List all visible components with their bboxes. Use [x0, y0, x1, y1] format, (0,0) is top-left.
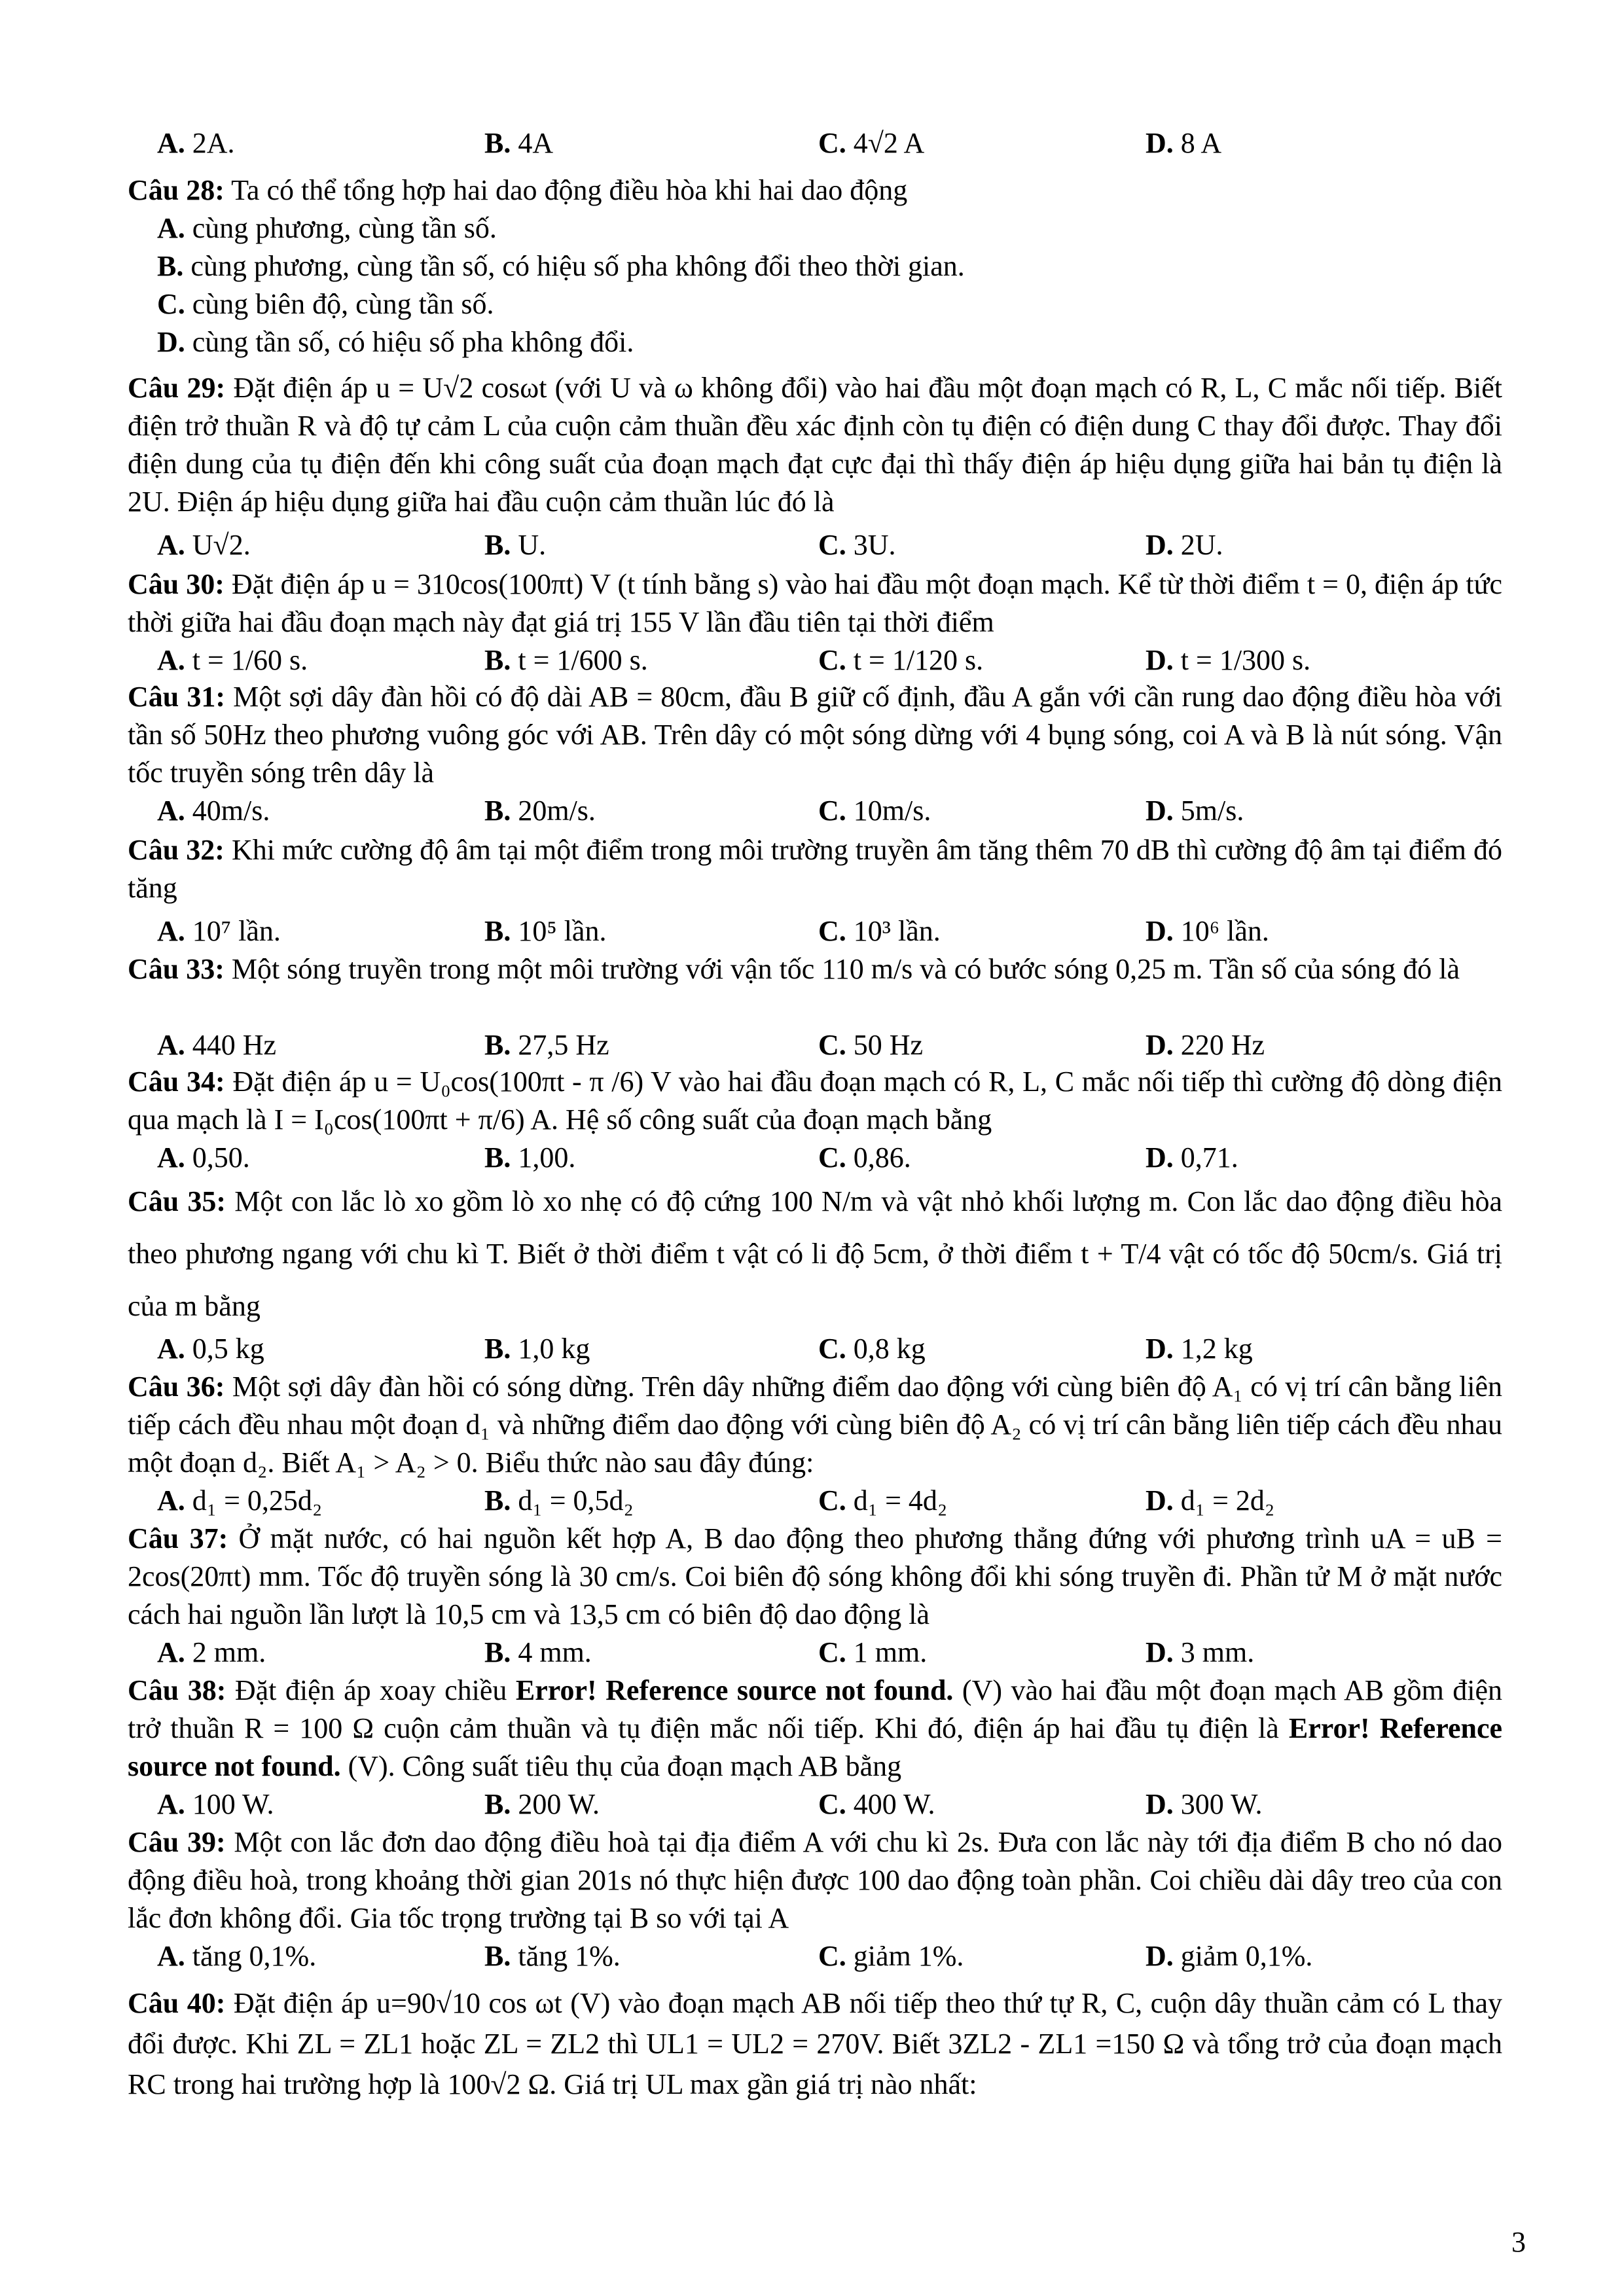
q39-options [157, 1937, 1466, 1975]
question-38: Câu 38: Đặt điện áp xoay chiều Error! Reference source not found. (V) vào hai đầu một đoạn mạch AB gồm điện trở thuần R = 100 Ω cuộn cảm thuần và tụ điện mắc nối tiếp. Khi đó, điện áp hai đầu tụ điện là Error! Reference source not found. (V). Công suất tiêu thụ của đoạn mạch AB bằng [128, 1674, 1503, 1782]
option-c: C. 0,8 kg [818, 1333, 926, 1365]
question-32: Câu 32: Khi mức cường độ âm tại một điểm trong môi trường truyền âm tăng thêm 70 dB thì cường độ âm tại điểm đó tăng [128, 834, 1502, 904]
option-d: D. 220 Hz [1146, 1029, 1265, 1061]
q34-options [157, 1139, 1466, 1177]
option-b: B. t = 1/600 s. [484, 644, 648, 676]
option-b: B. 4A [484, 127, 554, 159]
option-b: B. d₁ = 0,5d₂ [484, 1484, 634, 1516]
q37-options [157, 1634, 1466, 1672]
option-d: D. 300 W. [1146, 1788, 1263, 1820]
option-b: B. 10⁵ lần. [484, 915, 607, 947]
option-d: D. 8 A [1146, 127, 1222, 159]
option-b: B. 200 W. [484, 1788, 600, 1820]
option-a: A. 0,5 kg [157, 1333, 264, 1365]
question-29: Câu 29: Đặt điện áp u = U√2 cosωt (với U và ω không đổi) vào hai đầu một đoạn mạch có R, L, C mắc nối tiếp. Biết điện trở thuần R và độ tự cảm L của cuộn cảm thuần đều xác định còn tụ điện có điện dung C thay đổi được. Thay đổi điện dung của tụ điện đến khi công suất của đoạn mạch đạt cực đại thì thấy điện áp hiệu dụng giữa hai bản tụ điện là 2U. Điện áp hiệu dụng giữa hai đầu cuộn cảm thuần lúc đó là [128, 372, 1502, 518]
question-40: Câu 40: Đặt điện áp u=90√10 cos ωt (V) vào đoạn mạch AB nối tiếp theo thứ tự R, C, cuộn dây thuần cảm có L thay đổi được. Khi ZL = ZL1 hoặc ZL = ZL2 thì UL1 = UL2 = 270V. Biết 3ZL2 - ZL1 =150 Ω và tổng trở của đoạn mạch RC trong hai trường hợp là 100√2 Ω. Giá trị UL max gần giá trị nào nhất: [128, 1987, 1502, 2100]
question-39: Câu 39: Một con lắc đơn dao động điều hoà tại địa điểm A với chu kì 2s. Đưa con lắc này tới địa điểm B cho nó dao động điều hoà, trong khoảng thời gian 201s nó thực hiện được 100 dao động toàn phần. Coi chiều dài dây treo của con lắc đơn không đổi. Gia tốc trọng trường tại B so với tại A [128, 1826, 1503, 1934]
q28-option-b: B. cùng phương, cùng tần số, có hiệu số pha không đổi theo thời gian. [157, 250, 965, 282]
option-a: A. d₁ = 0,25d₂ [157, 1484, 323, 1516]
option-c: C. 10³ lần. [818, 915, 941, 947]
error-reference-2: Error! Reference source not found. [128, 1712, 1502, 1782]
option-d: D. 5m/s. [1146, 795, 1244, 827]
q29-options [157, 526, 1466, 564]
option-b: B. 1,00. [484, 1141, 576, 1174]
q32-options [157, 912, 1466, 950]
option-b: B. U. [484, 529, 547, 561]
option-a: A. U√2. [157, 529, 251, 561]
option-d: D. giảm 0,1%. [1146, 1940, 1313, 1972]
option-a: A. 2A. [157, 127, 235, 159]
option-b: B. tăng 1%. [484, 1940, 621, 1972]
question-35: Câu 35: Một con lắc lò xo gồm lò xo nhẹ có độ cứng 100 N/m và vật nhỏ khối lượng m. Con lắc dao động điều hòa theo phương ngang với chu kì T. Biết ở thời điểm t vật có li độ 5cm, ở thời điểm t + T/4 vật có tốc độ 50cm/s. Giá trị của m bằng [128, 1185, 1503, 1322]
option-a: A. t = 1/60 s. [157, 644, 308, 676]
option-c: C. 10m/s. [818, 795, 931, 827]
option-b: B. 20m/s. [484, 795, 596, 827]
option-a: A. 10⁷ lần. [157, 915, 281, 947]
option-d: D. 0,71. [1146, 1141, 1238, 1174]
q36-options [157, 1482, 1466, 1520]
option-d: D. 1,2 kg [1146, 1333, 1253, 1365]
option-d: D. 10⁶ lần. [1146, 915, 1269, 947]
option-c: C. 0,86. [818, 1141, 911, 1174]
option-b: B. 4 mm. [484, 1636, 592, 1668]
option-a: A. 2 mm. [157, 1636, 266, 1668]
option-c: C. 3U. [818, 529, 896, 561]
option-c: C. 4√2 A [818, 127, 925, 159]
question-36: Câu 36: Một sợi dây đàn hồi có sóng dừng. Trên dây những điểm dao động với cùng biên độ A₁ có vị trí cân bằng liên tiếp cách đều nhau một đoạn d₁ và những điểm dao động với cùng biên độ A₂ có vị trí cân bằng liên tiếp cách đều nhau một đoạn d₂. Biết A₁ > A₂ > 0. Biểu thức nào sau đây đúng: [128, 1371, 1503, 1479]
option-d: D. t = 1/300 s. [1146, 644, 1311, 676]
q28-option-a: A. cùng phương, cùng tần số. [157, 212, 497, 244]
q33-options [157, 1026, 1466, 1064]
option-c: C. 50 Hz [818, 1029, 924, 1061]
option-c: C. giảm 1%. [818, 1940, 964, 1972]
option-a: A. 0,50. [157, 1141, 250, 1174]
option-b: B. 27,5 Hz [484, 1029, 609, 1061]
option-b: B. 1,0 kg [484, 1333, 590, 1365]
option-a: A. 40m/s. [157, 795, 270, 827]
option-c: C. d₁ = 4d₂ [818, 1484, 948, 1516]
question-34: Câu 34: Đặt điện áp u = U₀cos(100πt - π /6) V vào hai đầu đoạn mạch có R, L, C mắc nối tiếp thì cường độ dòng điện qua mạch là I = I₀cos(100πt + π/6) A. Hệ số công suất của đoạn mạch bằng [128, 1066, 1502, 1136]
q28-option-c: C. cùng biên độ, cùng tần số. [157, 288, 494, 320]
q31-options [157, 792, 1466, 830]
q30-options [157, 641, 1466, 679]
option-a: A. 100 W. [157, 1788, 274, 1820]
question-30: Câu 30: Đặt điện áp u = 310cos(100πt) V (t tính bằng s) vào hai đầu một đoạn mạch. Kể từ thời điểm t = 0, điện áp tức thời giữa hai đầu đoạn mạch này đạt giá trị 155 V lần đầu tiên tại thời điểm [128, 568, 1502, 638]
option-c: C. 400 W. [818, 1788, 935, 1820]
q28-option-d: D. cùng tần số, có hiệu số pha không đổi. [157, 326, 634, 358]
option-d: D. 3 mm. [1146, 1636, 1255, 1668]
option-a: A. 440 Hz [157, 1029, 277, 1061]
option-a: A. tăng 0,1%. [157, 1940, 317, 1972]
error-reference-1: Error! Reference source not found. [515, 1674, 954, 1706]
page-number: 3 [1511, 2226, 1526, 2258]
q35-options [157, 1330, 1466, 1368]
option-c: C. 1 mm. [818, 1636, 928, 1668]
option-d: D. d₁ = 2d₂ [1146, 1484, 1275, 1516]
question-33: Câu 33: Một sóng truyền trong một môi trường với vận tốc 110 m/s và có bước sóng 0,25 m. Tần số của sóng đó là [128, 953, 1460, 985]
q38-options [157, 1785, 1466, 1823]
question-31: Câu 31: Một sợi dây đàn hồi có độ dài AB = 80cm, đầu B giữ cố định, đầu A gắn với cần rung dao động điều hòa với tần số 50Hz theo phương vuông góc với AB. Trên dây có một sóng dừng với 4 bụng sóng, coi A và B là nút sóng. Vận tốc truyền sóng trên dây là [128, 681, 1503, 789]
option-c: C. t = 1/120 s. [818, 644, 984, 676]
option-d: D. 2U. [1146, 529, 1223, 561]
question-37: Câu 37: Ở mặt nước, có hai nguồn kết hợp A, B dao động theo phương thẳng đứng với phương trình uA = uB = 2cos(20πt) mm. Tốc độ truyền sóng là 30 cm/s. Coi biên độ sóng không đổi khi sóng truyền đi. Phần tử M ở mặt nước cách hai nguồn lần lượt là 10,5 cm và 13,5 cm có biên độ dao động là [128, 1522, 1502, 1630]
question-28: Câu 28: Ta có thể tổng hợp hai dao động điều hòa khi hai dao động [128, 174, 908, 206]
carry-options [157, 124, 1466, 162]
